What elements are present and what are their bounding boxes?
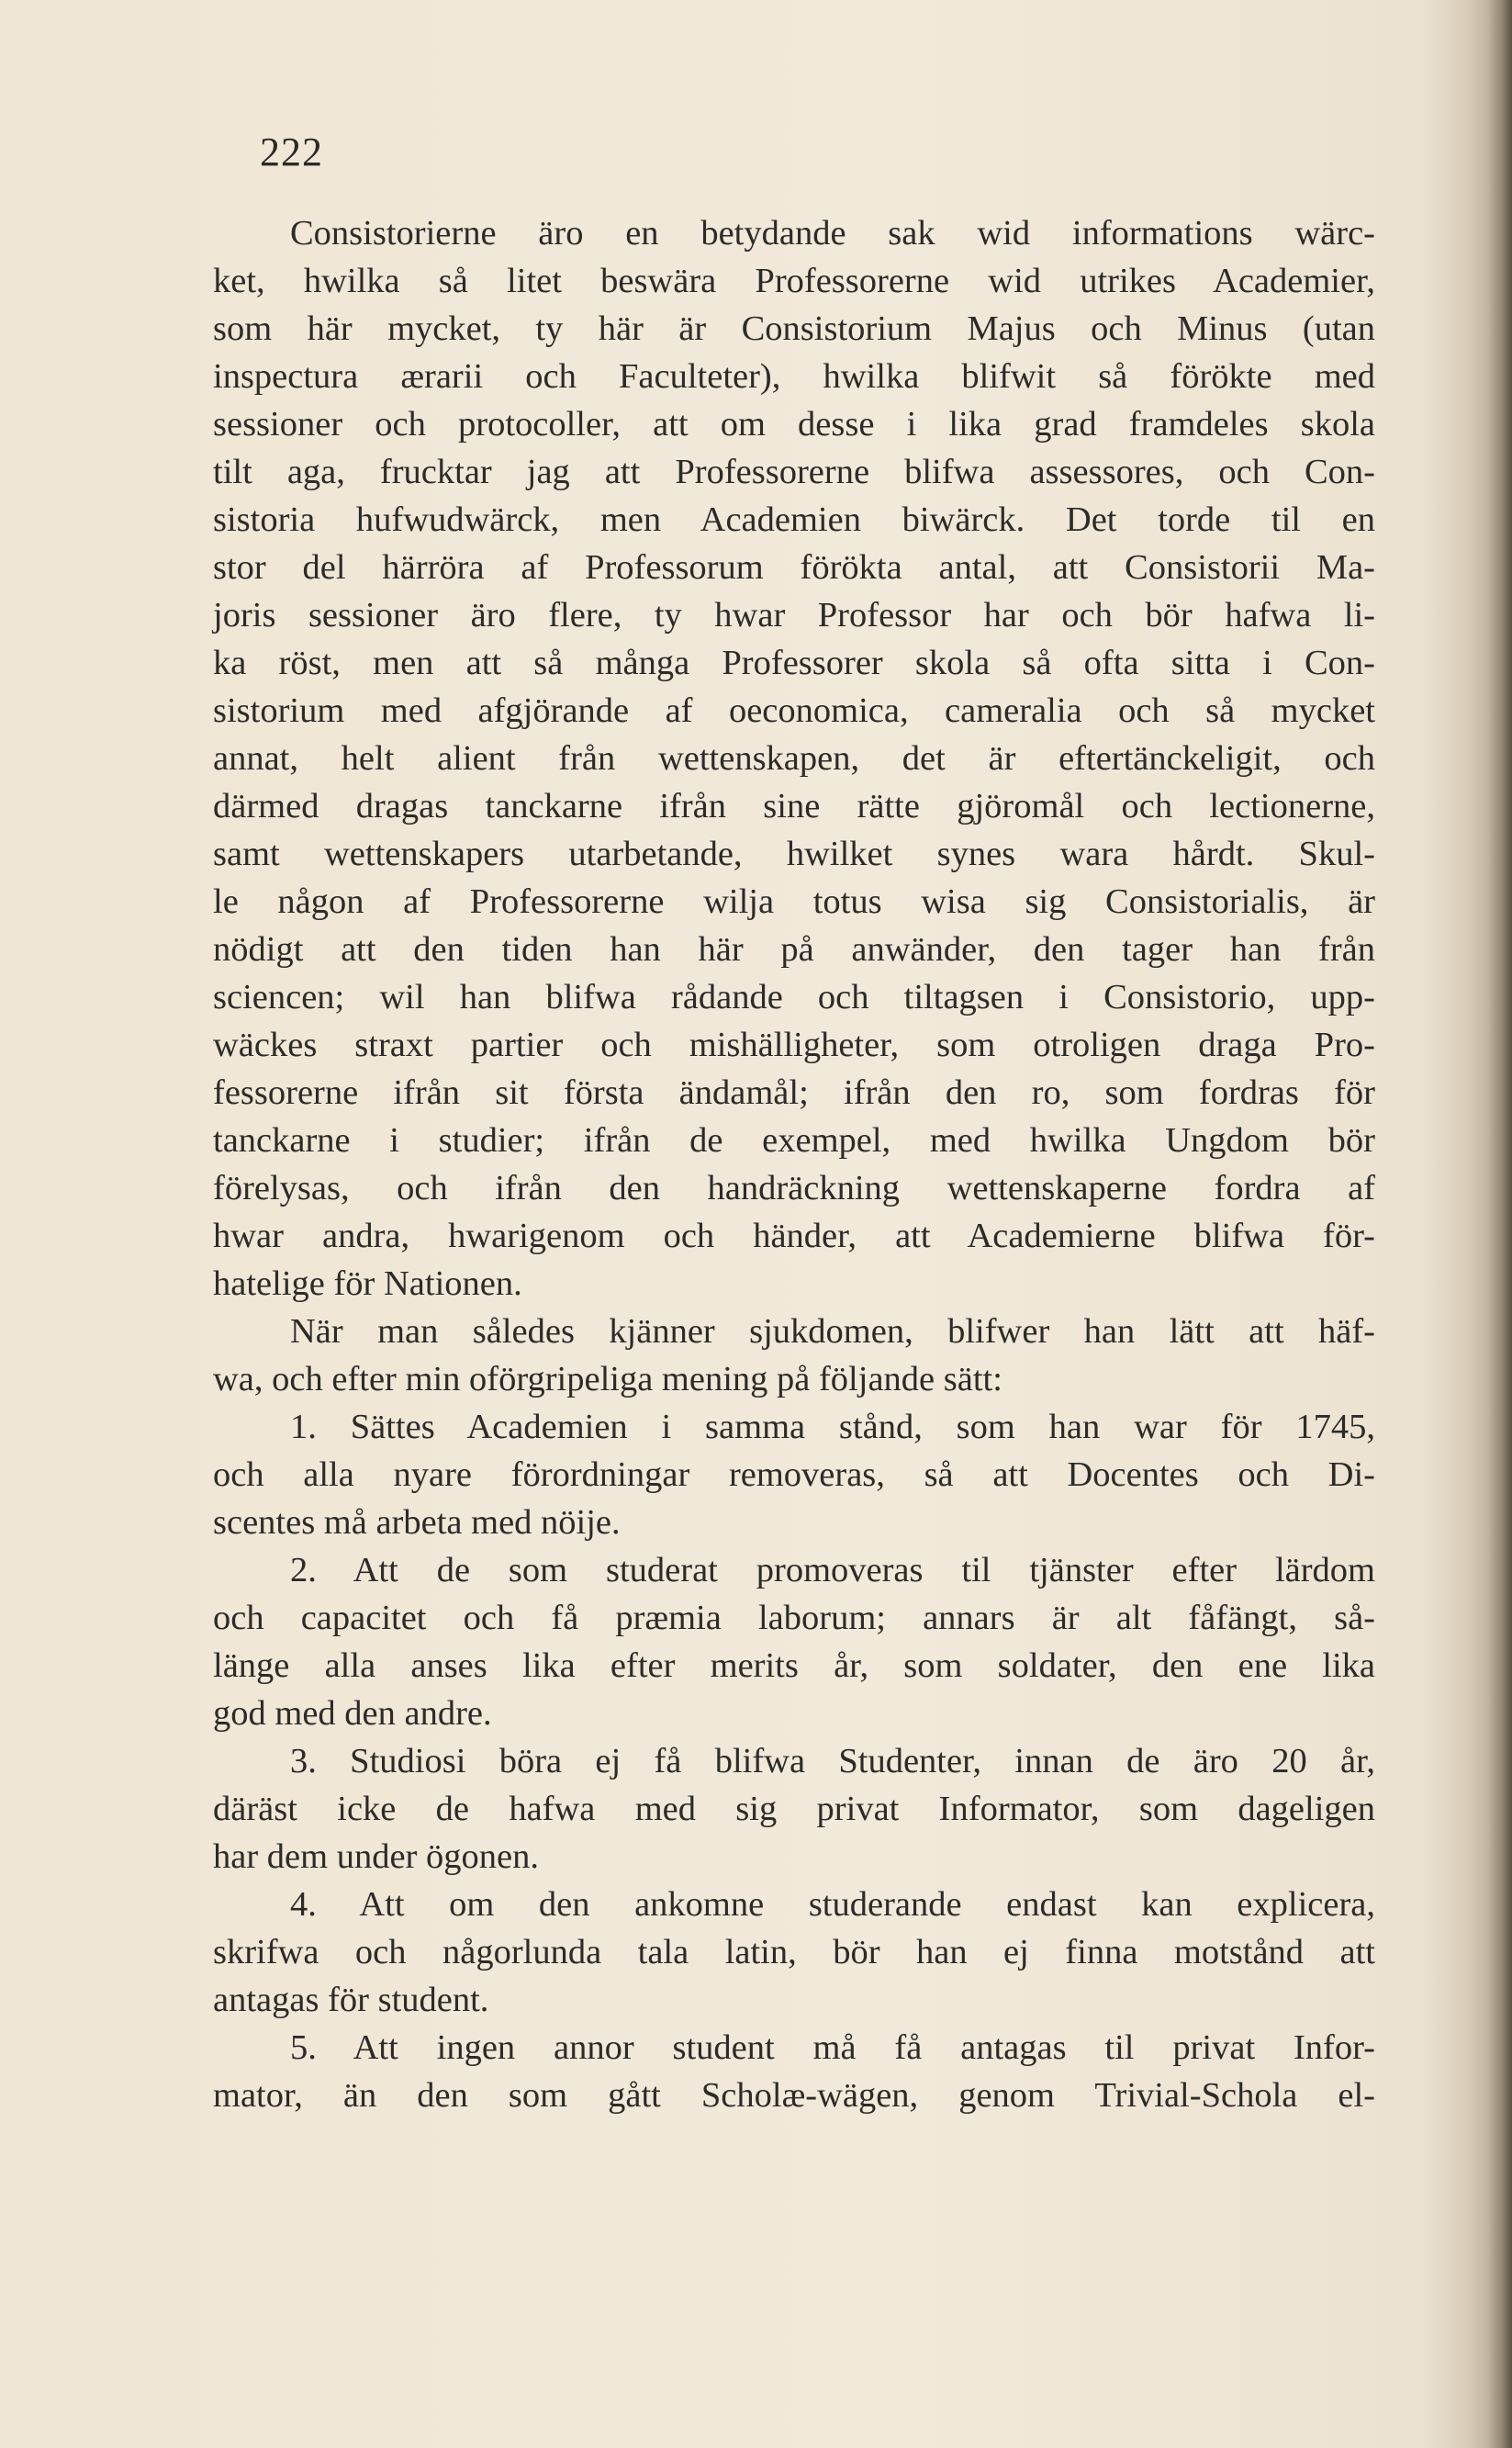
text-line: fessorerne ifrån sit första ändamål; ifrån den ro, som fordras för bbox=[213, 1073, 1375, 1112]
text-line: därmed dragas tanckarne ifrån sine rätte gjöromål och lectionerne, bbox=[213, 787, 1375, 825]
text-line: samt wettenskapers utarbetande, hwilket synes wara hårdt. Skul- bbox=[213, 835, 1375, 873]
text-line: ka röst, men att så många Professorer skola så ofta sitta i Con- bbox=[213, 644, 1375, 682]
text-line: När man således kjänner sjukdomen, blifwer han lätt att häf- bbox=[290, 1312, 1375, 1351]
text-line: 2. Att de som studerat promoveras til tjänster efter lärdom bbox=[290, 1551, 1375, 1589]
text-line: nödigt att den tiden han här på anwänder, den tager han från bbox=[213, 930, 1375, 969]
text-line: sistoria hufwudwärck, men Academien biwärck. Det torde til en bbox=[213, 500, 1375, 539]
text-line: sessioner och protocoller, att om desse i lika grad framdeles skola bbox=[213, 405, 1375, 444]
text-line: sciencen; wil han blifwa rådande och tiltagsen i Consistorio, upp- bbox=[213, 978, 1375, 1016]
text-line: har dem under ögonen. bbox=[213, 1837, 539, 1876]
text-line: som här mycket, ty här är Consistorium Majus och Minus (utan bbox=[213, 309, 1375, 348]
text-line: och alla nyare förordningar removeras, så att Docentes och Di- bbox=[213, 1455, 1375, 1494]
text-line: däräst icke de hafwa med sig privat Informator, som dageligen bbox=[213, 1790, 1375, 1828]
text-line: tilt aga, frucktar jag att Professorerne blifwa assessores, och Con- bbox=[213, 453, 1375, 491]
text-line: Consistorierne äro en betydande sak wid informations wärc- bbox=[290, 214, 1375, 253]
text-line: 1. Sättes Academien i samma stånd, som han war för 1745, bbox=[290, 1408, 1375, 1446]
text-line: antagas för student. bbox=[213, 1981, 489, 2019]
text-line: 5. Att ingen annor student må få antagas til privat Infor- bbox=[290, 2028, 1375, 2067]
page-number: 222 bbox=[260, 129, 323, 174]
text-line: sistorium med afgjörande af oeconomica, cameralia och så mycket bbox=[213, 691, 1375, 730]
text-line: joris sessioner äro flere, ty hwar Professor har och bör hafwa li- bbox=[213, 596, 1375, 634]
text-line: annat, helt alient från wettenskapen, det är eftertänckeligit, och bbox=[213, 739, 1375, 778]
text-line: scentes må arbeta med nöije. bbox=[213, 1503, 621, 1542]
text-line: le någon af Professorerne wilja totus wisa sig Consistorialis, är bbox=[213, 882, 1375, 921]
page-edge-shadow bbox=[1488, 0, 1512, 2448]
text-line: mator, än den som gått Scholæ-wägen, genom Trivial-Schola el- bbox=[213, 2076, 1375, 2115]
text-line: inspectura ærarii och Faculteter), hwilka blifwit så förökte med bbox=[213, 357, 1375, 396]
text-line: god med den andre. bbox=[213, 1694, 492, 1733]
text-line: skrifwa och någorlunda tala latin, bör han ej finna motstånd att bbox=[213, 1933, 1375, 1971]
text-line: stor del härröra af Professorum förökta antal, att Consistorii Ma- bbox=[213, 548, 1375, 587]
text-line: wäckes straxt partier och mishälligheter, som otroligen draga Pro- bbox=[213, 1026, 1375, 1064]
text-line: 4. Att om den ankomne studerande endast kan explicera, bbox=[290, 1885, 1375, 1924]
body-text bbox=[213, 209, 1375, 2119]
text-line: länge alla anses lika efter merits år, som soldater, den ene lika bbox=[213, 1646, 1375, 1685]
text-line: och capacitet och få præmia laborum; annars är alt fåfängt, så- bbox=[213, 1599, 1375, 1637]
text-line: 3. Studiosi böra ej få blifwa Studenter, innan de äro 20 år, bbox=[290, 1742, 1375, 1780]
text-line: hatelige för Nationen. bbox=[213, 1264, 522, 1303]
text-line: förelysas, och ifrån den handräckning wettenskaperne fordra af bbox=[213, 1169, 1375, 1207]
text-line: hwar andra, hwarigenom och händer, att Academierne blifwa för- bbox=[213, 1217, 1375, 1255]
text-line: wa, och efter min oförgripeliga mening på följande sätt: bbox=[213, 1360, 1002, 1398]
text-line: ket, hwilka så litet beswära Professorerne wid utrikes Academier, bbox=[213, 262, 1375, 300]
text-line: tanckarne i studier; ifrån de exempel, med hwilka Ungdom bör bbox=[213, 1121, 1375, 1160]
